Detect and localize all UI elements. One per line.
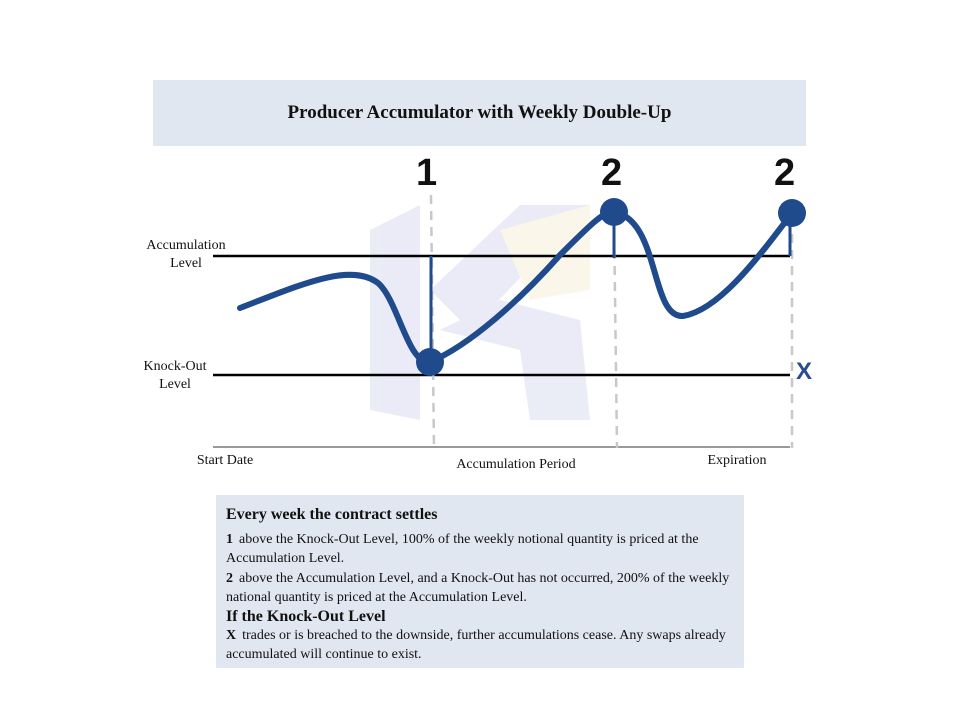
explanation-heading: Every week the contract settles bbox=[226, 506, 438, 523]
explanation-box bbox=[216, 495, 744, 668]
marker-1: 1 bbox=[416, 152, 438, 194]
explanation-item-3: X trades or is breached to the downside, further accumulations cease. Any swaps already accumulated will continue to exist. bbox=[226, 628, 726, 662]
diagram-title: Producer Accumulator with Weekly Double-Up bbox=[287, 102, 672, 123]
accumulation-level-label: Accumulation Level bbox=[146, 238, 226, 271]
start-date-label: Start Date bbox=[196, 453, 254, 468]
settlement-point-2b bbox=[778, 199, 806, 227]
marker-2a: 2 bbox=[601, 152, 623, 194]
knock-out-x-marker: X bbox=[796, 358, 813, 385]
knock-out-level-label: Knock-Out Level bbox=[143, 359, 207, 392]
watermark-logo bbox=[370, 205, 590, 420]
explanation-item-1: 1 above the Knock-Out Level, 100% of the weekly notional quantity is priced at the Accumulation Level. bbox=[226, 532, 699, 566]
expiration-label: Expiration bbox=[707, 453, 767, 468]
explanation-item-2: 2 above the Accumulation Level, and a Knock-Out has not occurred, 200% of the weekly national quantity is priced at the Accumulation Level. bbox=[226, 571, 730, 605]
accumulation-period-label: Accumulation Period bbox=[456, 457, 576, 472]
settlement-point-1 bbox=[416, 348, 444, 376]
explanation-heading-2: If the Knock-Out Level bbox=[226, 608, 386, 625]
settlement-point-2a bbox=[600, 198, 628, 226]
marker-2b: 2 bbox=[774, 152, 796, 194]
